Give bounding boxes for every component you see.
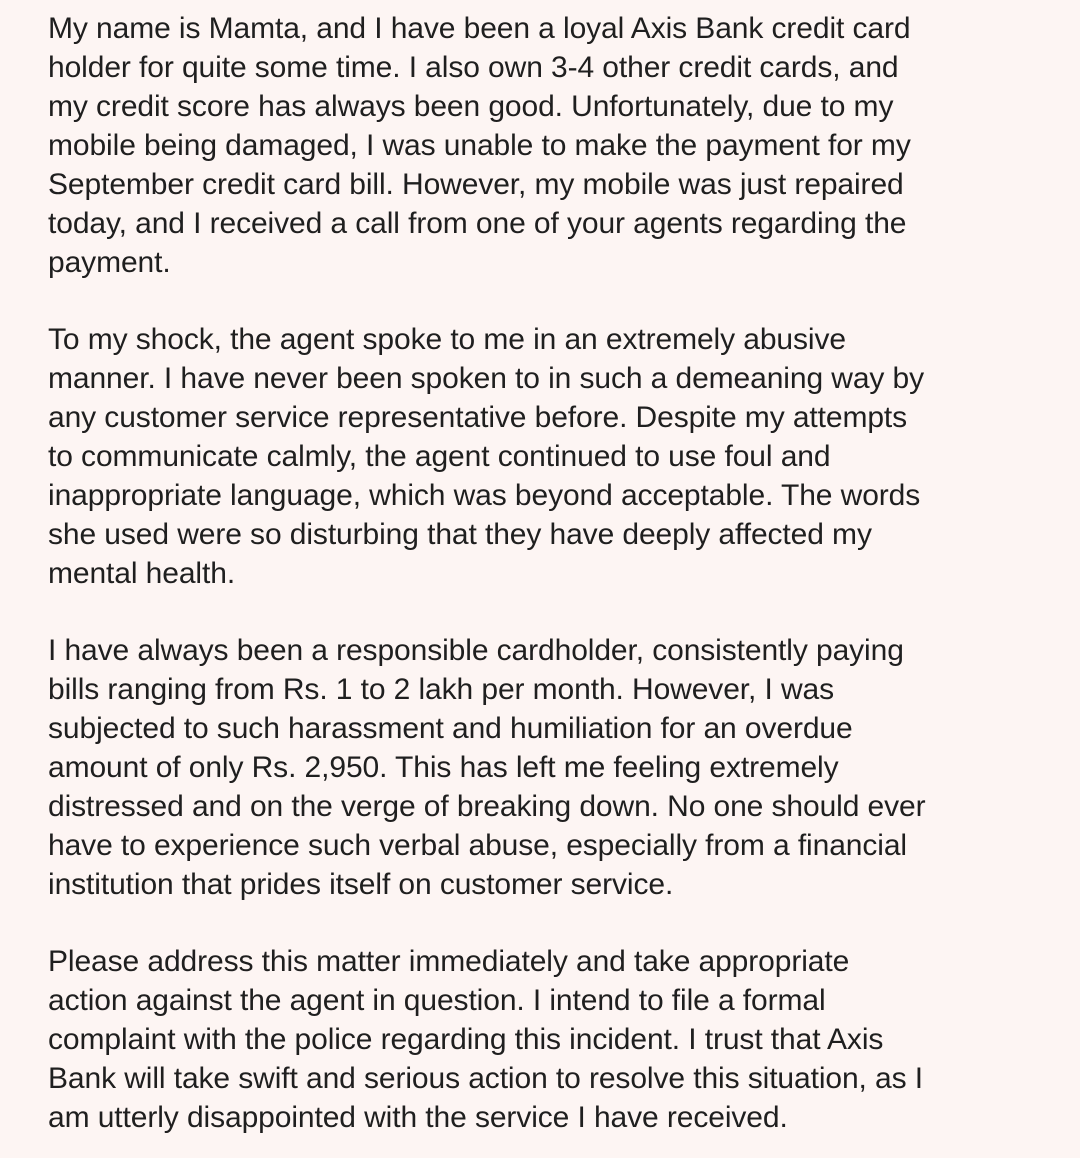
paragraph-payment-history: I have always been a responsible cardholder, consistently paying bills ranging from Rs. 1 to 2 lakh per month. However, I was subjected to such harassment and humiliation for an overdue amount of only Rs. 2,950. This has left me feeling extremely distressed and on the verge of breaking down. No one should ever have to experience such verbal abuse, especially from a financial institution that prides itself on customer service. xyxy=(48,634,926,901)
paragraph-request-for-action: Please address this matter immediately and take appropriate action against the agent in question. I intend to file a formal complaint with the police regarding this incident. I trust that Axis Bank will take swift and serious action to resolve this situation, as I am utterly disappointed with the service I have received. xyxy=(48,945,923,1134)
paragraph-agent-behavior: To my shock, the agent spoke to me in an extremely abusive manner. I have never been spoken to in such a demeaning way by any customer service representative before. Despite my attempts to communicate calmly, the agent continued to use foul and inappropriate language, which was beyond acceptable. The words she used were so disturbing that they have deeply affected my mental health. xyxy=(48,323,925,590)
paragraph-introduction: My name is Mamta, and I have been a loyal Axis Bank credit card holder for quite some time. I also own 3-4 other credit cards, and my credit score has always been good. Unfortunately, due to my mobile being damaged, I was unable to make the payment for my September credit card bill. However, my mobile was just repaired today, and I received a call from one of your agents regarding the payment. xyxy=(48,12,911,279)
